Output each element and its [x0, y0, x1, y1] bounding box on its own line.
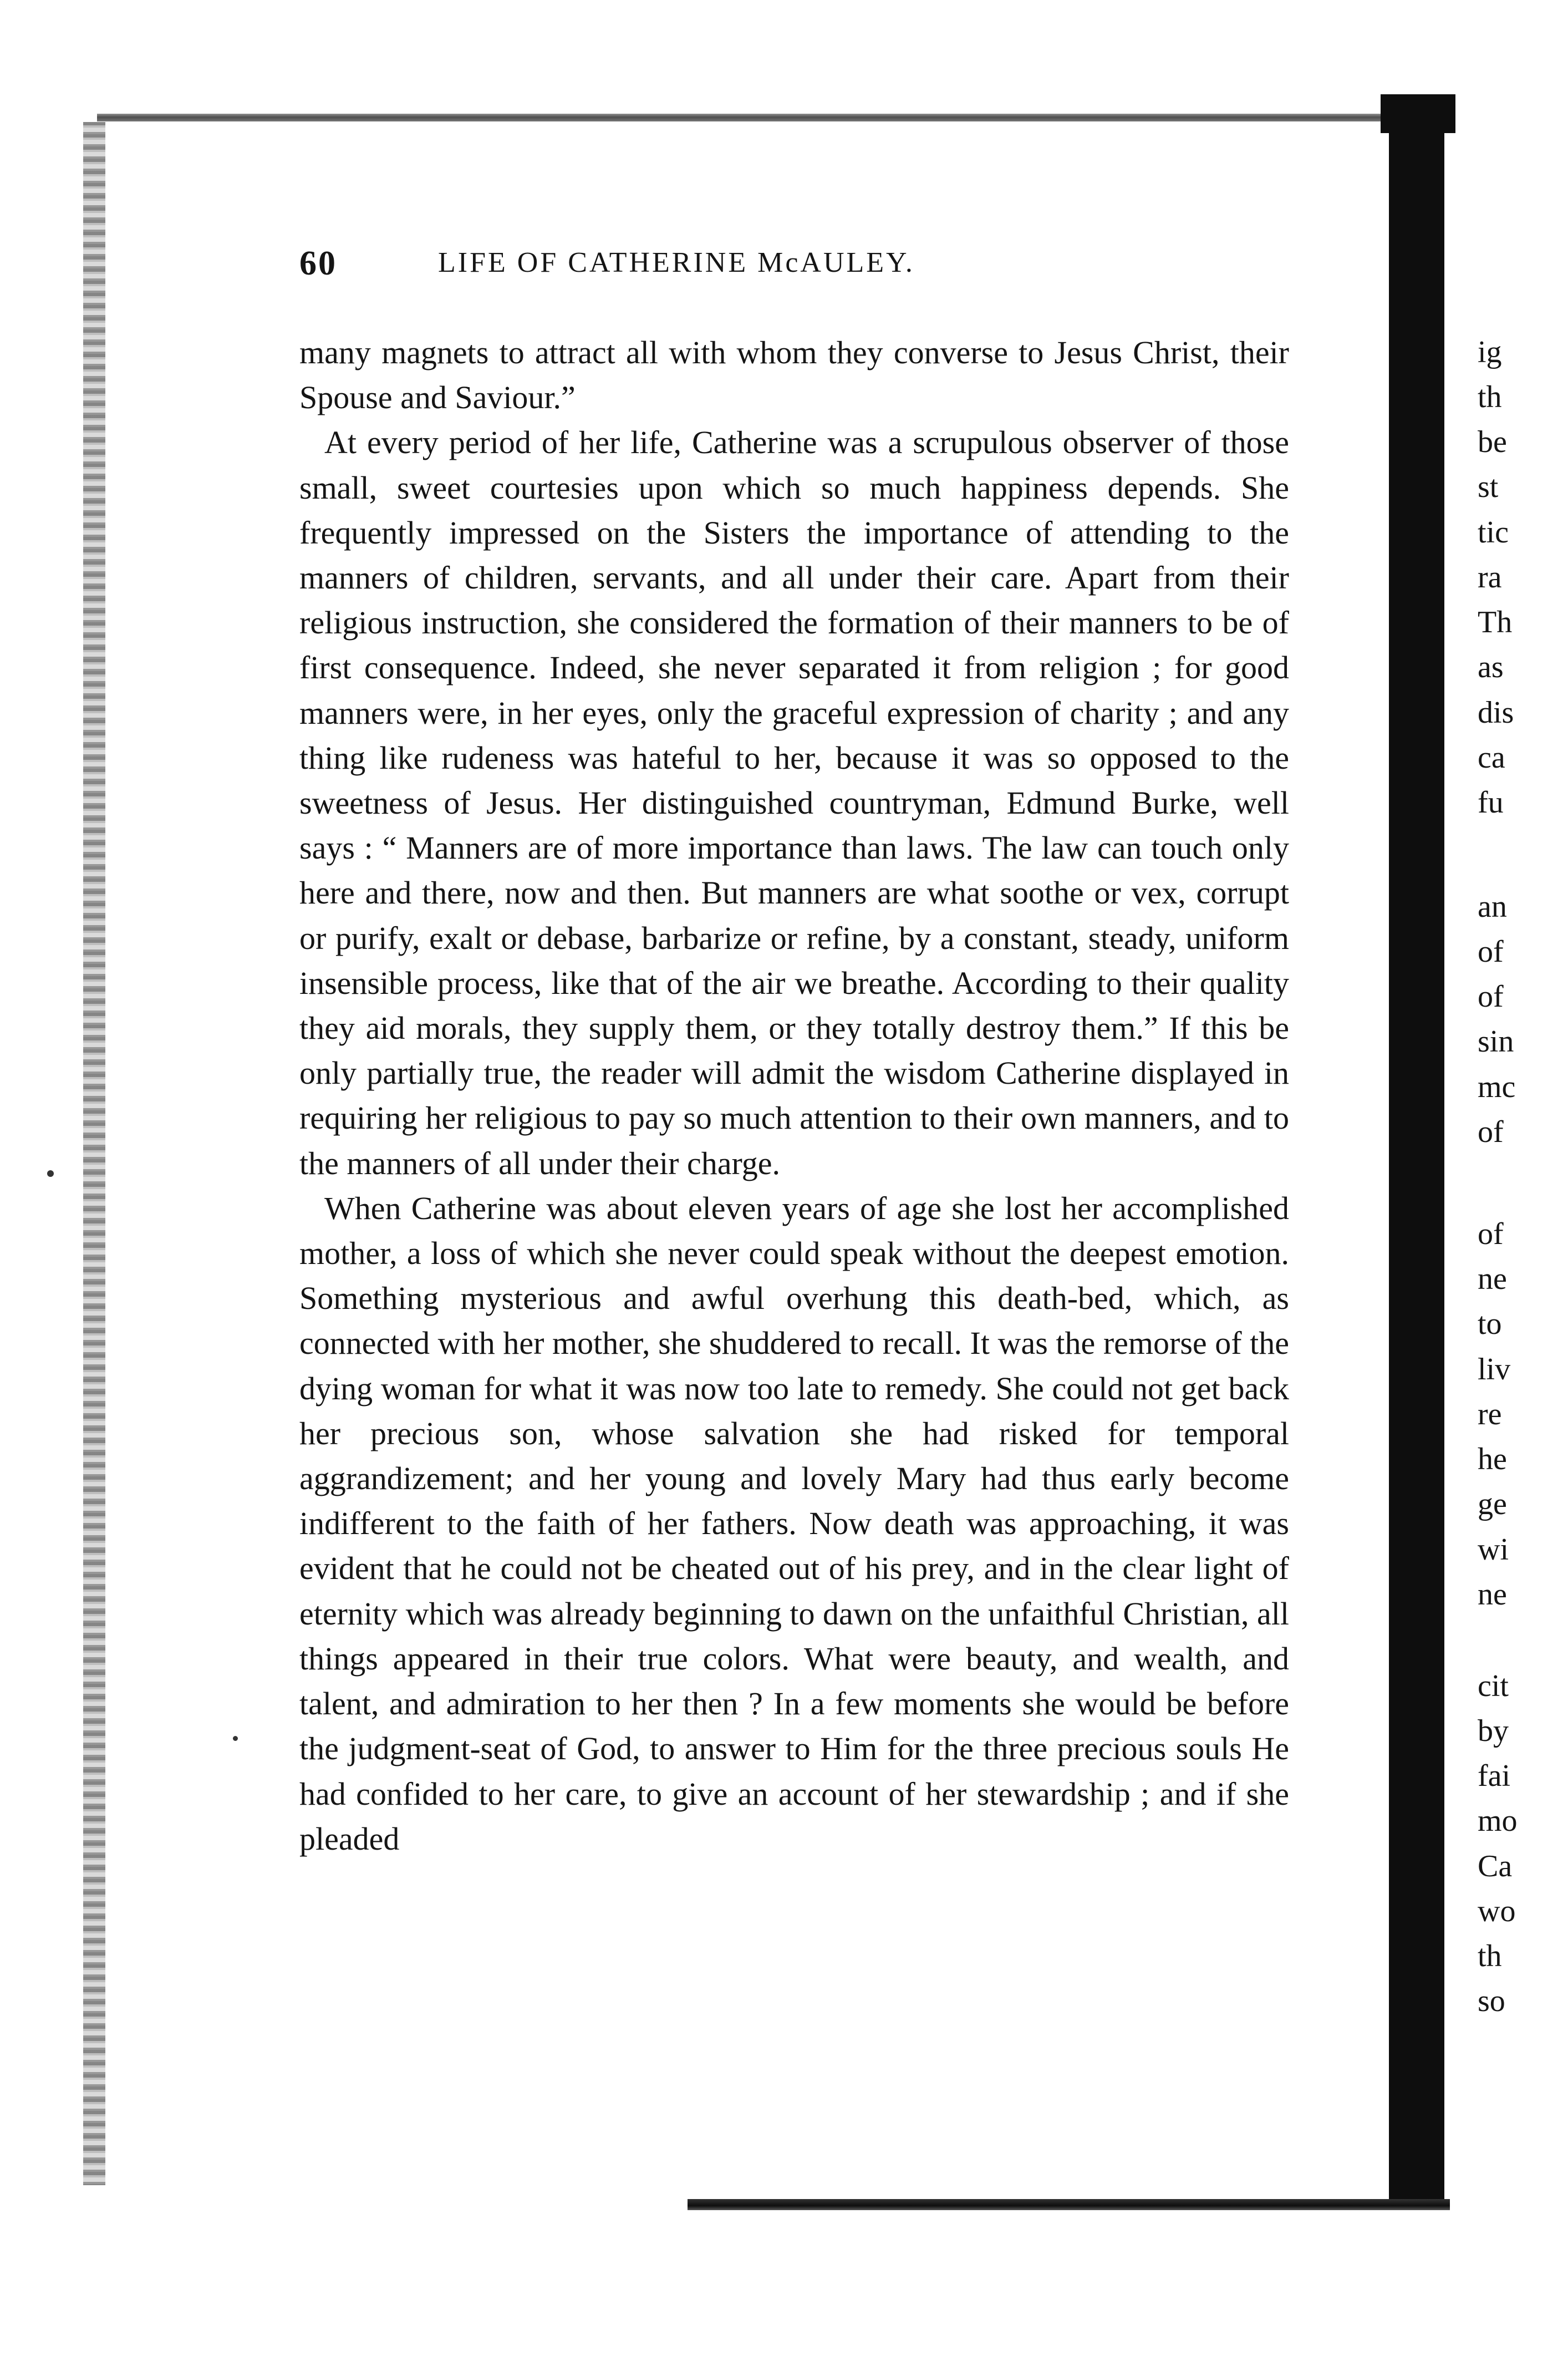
facing-page-fragment: of [1478, 935, 1504, 969]
facing-page-fragment: th [1478, 380, 1502, 414]
facing-page-fragment: th [1478, 1939, 1502, 1973]
facing-page-fragment: of [1478, 1115, 1504, 1149]
facing-page-fragment: st [1478, 470, 1499, 504]
facing-page-fragment: Ca [1478, 1849, 1513, 1883]
facing-page-fragment: by [1478, 1714, 1509, 1748]
paragraph-continued: many magnets to attract all with whom they converse to Jesus Christ, their Spouse and Saviour.” [299, 334, 1289, 416]
facing-page-fragment: Th [1478, 605, 1513, 639]
facing-page-fragment: sin [1478, 1024, 1514, 1059]
facing-page-fragment: ne [1478, 1577, 1507, 1612]
page-number: 60 [299, 245, 337, 282]
facing-page-fragment: of [1478, 1217, 1504, 1251]
right-page-edge-bar [1389, 105, 1444, 2207]
facing-page-fragment: mo [1478, 1804, 1518, 1838]
facing-page-fragment: ra [1478, 560, 1502, 595]
facing-page-fragment: tic [1478, 515, 1509, 550]
facing-page-bleed [1478, 330, 1550, 2105]
paragraph-courtesies: At every period of her life, Catherine was a scrupulous observer of those small, sweet courtesies upon which so much happiness depends. She frequently impressed on the Sisters the importance of attending to the manners of children, servants, and all under their care. Apart from their religious instruction, she considered the formation of their manners to be of first consequence. Indeed, she never separated it from religion ; for good manners were, in her eyes, only the graceful expression of charity ; and any thing like rudeness was hateful to her, because it was so opposed to the sweetness of Jesus. Her distinguished countryman, Edmund Burke, well says : “ Manners are of more importance than laws. The law can touch only here and there, now and then. But manners are what soothe or vex, corrupt or purify, exalt or debase, barbarize or refine, by a constant, steady, uniform insensible process, like that of the air we breathe. According to their quality they aid morals, they supply them, or they totally destroy them.” If this be only partially true, the reader will admit the wisdom Catherine displayed in requiring her religious to pay so much attention to their own manners, and to the manners of all under their charge. [299, 424, 1289, 1181]
facing-page-fragment: wi [1478, 1532, 1509, 1567]
running-head [299, 244, 1342, 288]
ink-speck [233, 1736, 238, 1741]
binding-edge-scan-artifact [83, 122, 105, 2185]
facing-page-fragment: an [1478, 890, 1507, 924]
facing-page-fragment: liv [1478, 1352, 1511, 1387]
facing-page-fragment: so [1478, 1984, 1505, 2018]
facing-page-fragment: as [1478, 650, 1504, 684]
paragraph-mother-death: When Catherine was about eleven years of age she lost her accomplished mother, a loss of which she never could speak without the deepest emotion. Something mysterious and awful overhung this death-bed, which, as connected with her mother, she shuddered to recall. It was the remorse of the dying woman for what it was now too late to remedy. She could not get back her precious son, whose salvation she had risked for temporal aggrandizement; and her young and lovely Mary had thus early become indifferent to the faith of her fathers. Now death was approaching, it was evident that he could not be cheated out of his prey, and in the clear light of eternity which was already beginning to dawn on the unfaithful Christian, all things appeared in their true colors. What were beauty, and wealth, and talent, and admiration to her then ? In a few moments she would be before the judgment-seat of God, to answer to Him for the three precious souls He had confided to her care, to give an account of her stewardship ; and if she pleaded [299, 1190, 1289, 1857]
facing-page-fragment: wo [1478, 1894, 1516, 1928]
facing-page-fragment: mc [1478, 1070, 1516, 1104]
facing-page-fragment: ge [1478, 1487, 1507, 1521]
top-edge-rule [97, 114, 1394, 121]
facing-page-fragment: dis [1478, 695, 1514, 730]
facing-page-fragment: to [1478, 1307, 1502, 1341]
facing-page-fragment: fai [1478, 1759, 1511, 1793]
facing-page-fragment: fu [1478, 785, 1504, 820]
facing-page-fragment: cit [1478, 1669, 1509, 1703]
facing-page-fragment: ig [1478, 335, 1502, 369]
facing-page-fragment: he [1478, 1442, 1507, 1476]
facing-page-fragment: re [1478, 1397, 1502, 1431]
bottom-edge-rule [688, 2199, 1450, 2210]
facing-page-fragment: ne [1478, 1262, 1507, 1296]
facing-page-fragment: of [1478, 979, 1504, 1014]
facing-page-fragment: ca [1478, 740, 1505, 775]
ink-speck [47, 1170, 54, 1177]
facing-page-fragment: be [1478, 425, 1507, 459]
body-text [299, 330, 1289, 1861]
running-title: LIFE OF CATHERINE McAULEY. [438, 247, 915, 278]
